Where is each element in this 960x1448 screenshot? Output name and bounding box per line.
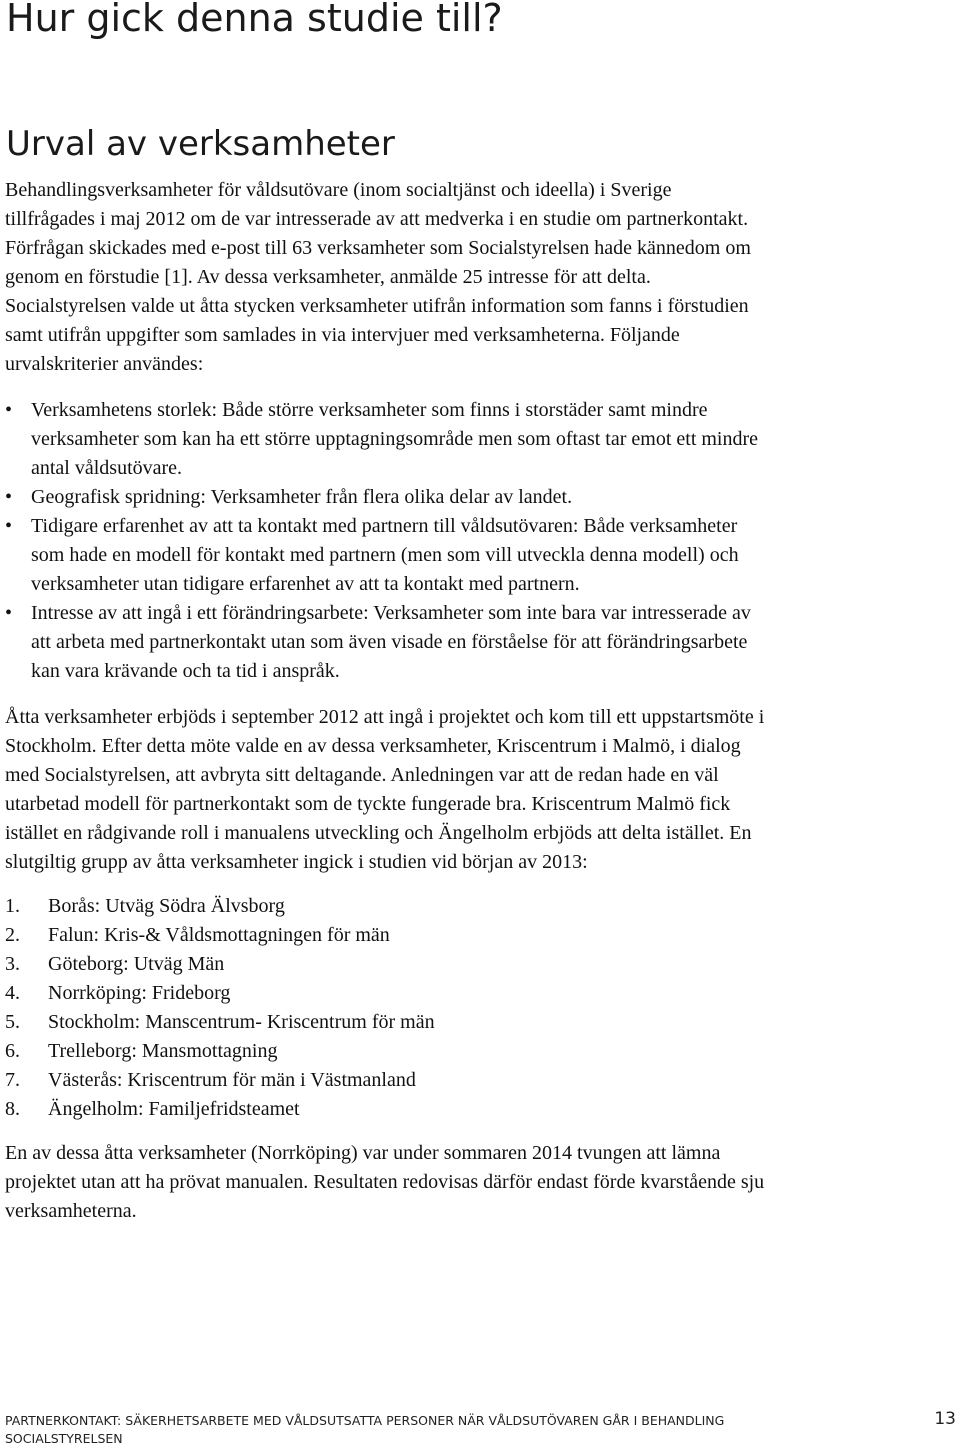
list-item — [5, 1037, 765, 1066]
list-number: 2. — [5, 924, 20, 946]
section-heading: Urval av verksamheter — [6, 124, 395, 164]
list-item — [5, 1066, 765, 1095]
list-text: Västerås: Kriscentrum för män i Västmanland — [48, 1069, 416, 1091]
list-text: Göteborg: Utväg Män — [48, 953, 225, 975]
list-number: 6. — [5, 1040, 20, 1062]
list-number: 7. — [5, 1069, 20, 1091]
criteria-item: • Geografisk spridning: Verksamheter från flera olika delar av landet. — [5, 483, 765, 512]
criteria-list — [5, 396, 765, 686]
criteria-item: • Tidigare erfarenhet av att ta kontakt med partnern till våldsutövaren: Både verksamheter som hade en modell för kontakt med partnern (men som vill utveckla denna modell) och verksamheter utan tidigare erfarenhet av att ta kontakt med partnern. — [5, 512, 765, 599]
body-text — [5, 176, 765, 1226]
second-paragraph: Åtta verksamheter erbjöds i september 2012 att ingå i projektet och kom till ett uppstartsmöte i Stockholm. Efter detta möte valde en av dessa verksamheter, Kriscentrum i Malmö, i dialog med Socialstyrelsen, att avbryta sitt deltagande. Anledningen var att de redan hade en väl utarbetad modell för partnerkontakt som de tyckte fungerade bra. Kriscentrum Malmö fick istället en rådgivande roll i manualens utveckling och Ängelholm erbjöds att delta istället. En slutgiltig grupp av åtta verksamheter ingick i studien vid början av 2013: — [5, 706, 765, 873]
intro-paragraph: Behandlingsverksamheter för våldsutövare (inom socialtjänst och ideella) i Sverige tillfrågades i maj 2012 om de var intresserade av att medverka i en studie om partnerkontakt. Förfrågan skickades med e-post till 63 verksamheter som Socialstyrelsen hade kännedom om genom en förstudie [1]. Av dessa verksamheter, anmälde 25 intresse för att delta. Socialstyrelsen valde ut åtta stycken verksamheter utifrån information som fanns i förstudien samt utifrån uppgifter som samlades in via intervjuer med verksamheterna. Följande urvalskriterier användes: — [5, 179, 751, 375]
list-text: Trelleborg: Mansmottagning — [48, 1040, 278, 1062]
list-number: 1. — [5, 895, 20, 917]
criteria-item: • Verksamhetens storlek: Både större verksamheter som finns i storstäder samt mindre verksamheter som kan ha ett större upptagningsområde men som oftast tar emot ett mindre antal våldsutövare. — [5, 396, 765, 483]
list-item — [5, 892, 765, 921]
closing-paragraph: En av dessa åtta verksamheter (Norrköping) var under sommaren 2014 tvungen att lämna projektet utan att ha prövat manualen. Resultaten redovisas därför endast förde kvarstående sju verksamheterna. — [5, 1142, 765, 1222]
list-item — [5, 1008, 765, 1037]
list-item — [5, 950, 765, 979]
list-item — [5, 921, 765, 950]
list-text: Stockholm: Manscentrum- Kriscentrum för män — [48, 1011, 435, 1033]
list-number: 5. — [5, 1011, 20, 1033]
list-number: 8. — [5, 1098, 20, 1120]
list-item — [5, 979, 765, 1008]
list-text: Norrköping: Frideborg — [48, 982, 231, 1004]
page-number: 13 — [934, 1409, 956, 1429]
list-number: 3. — [5, 953, 20, 975]
organization-list — [5, 892, 765, 1124]
list-text: Ängelholm: Familjefridsteamet — [48, 1098, 300, 1120]
criteria-item: • Intresse av att ingå i ett förändringsarbete: Verksamheter som inte bara var intresserade av att arbeta med partnerkontakt utan som även visade en förståelse för att förändringsarbete kan vara krävande och ta tid i anspråk. — [5, 599, 765, 686]
footer-running-title: PARTNERKONTAKT: SÄKERHETSARBETE MED VÅLDSUTSATTA PERSONER NÄR VÅLDSUTÖVAREN GÅR I BEHANDLING SOCIALSTYRELSEN — [5, 1413, 725, 1446]
list-item — [5, 1095, 765, 1124]
list-text: Falun: Kris-& Våldsmottagningen för män — [48, 924, 390, 946]
list-number: 4. — [5, 982, 20, 1004]
list-text: Borås: Utväg Södra Älvsborg — [48, 895, 285, 917]
page-title: Hur gick denna studie till? — [6, 0, 503, 40]
